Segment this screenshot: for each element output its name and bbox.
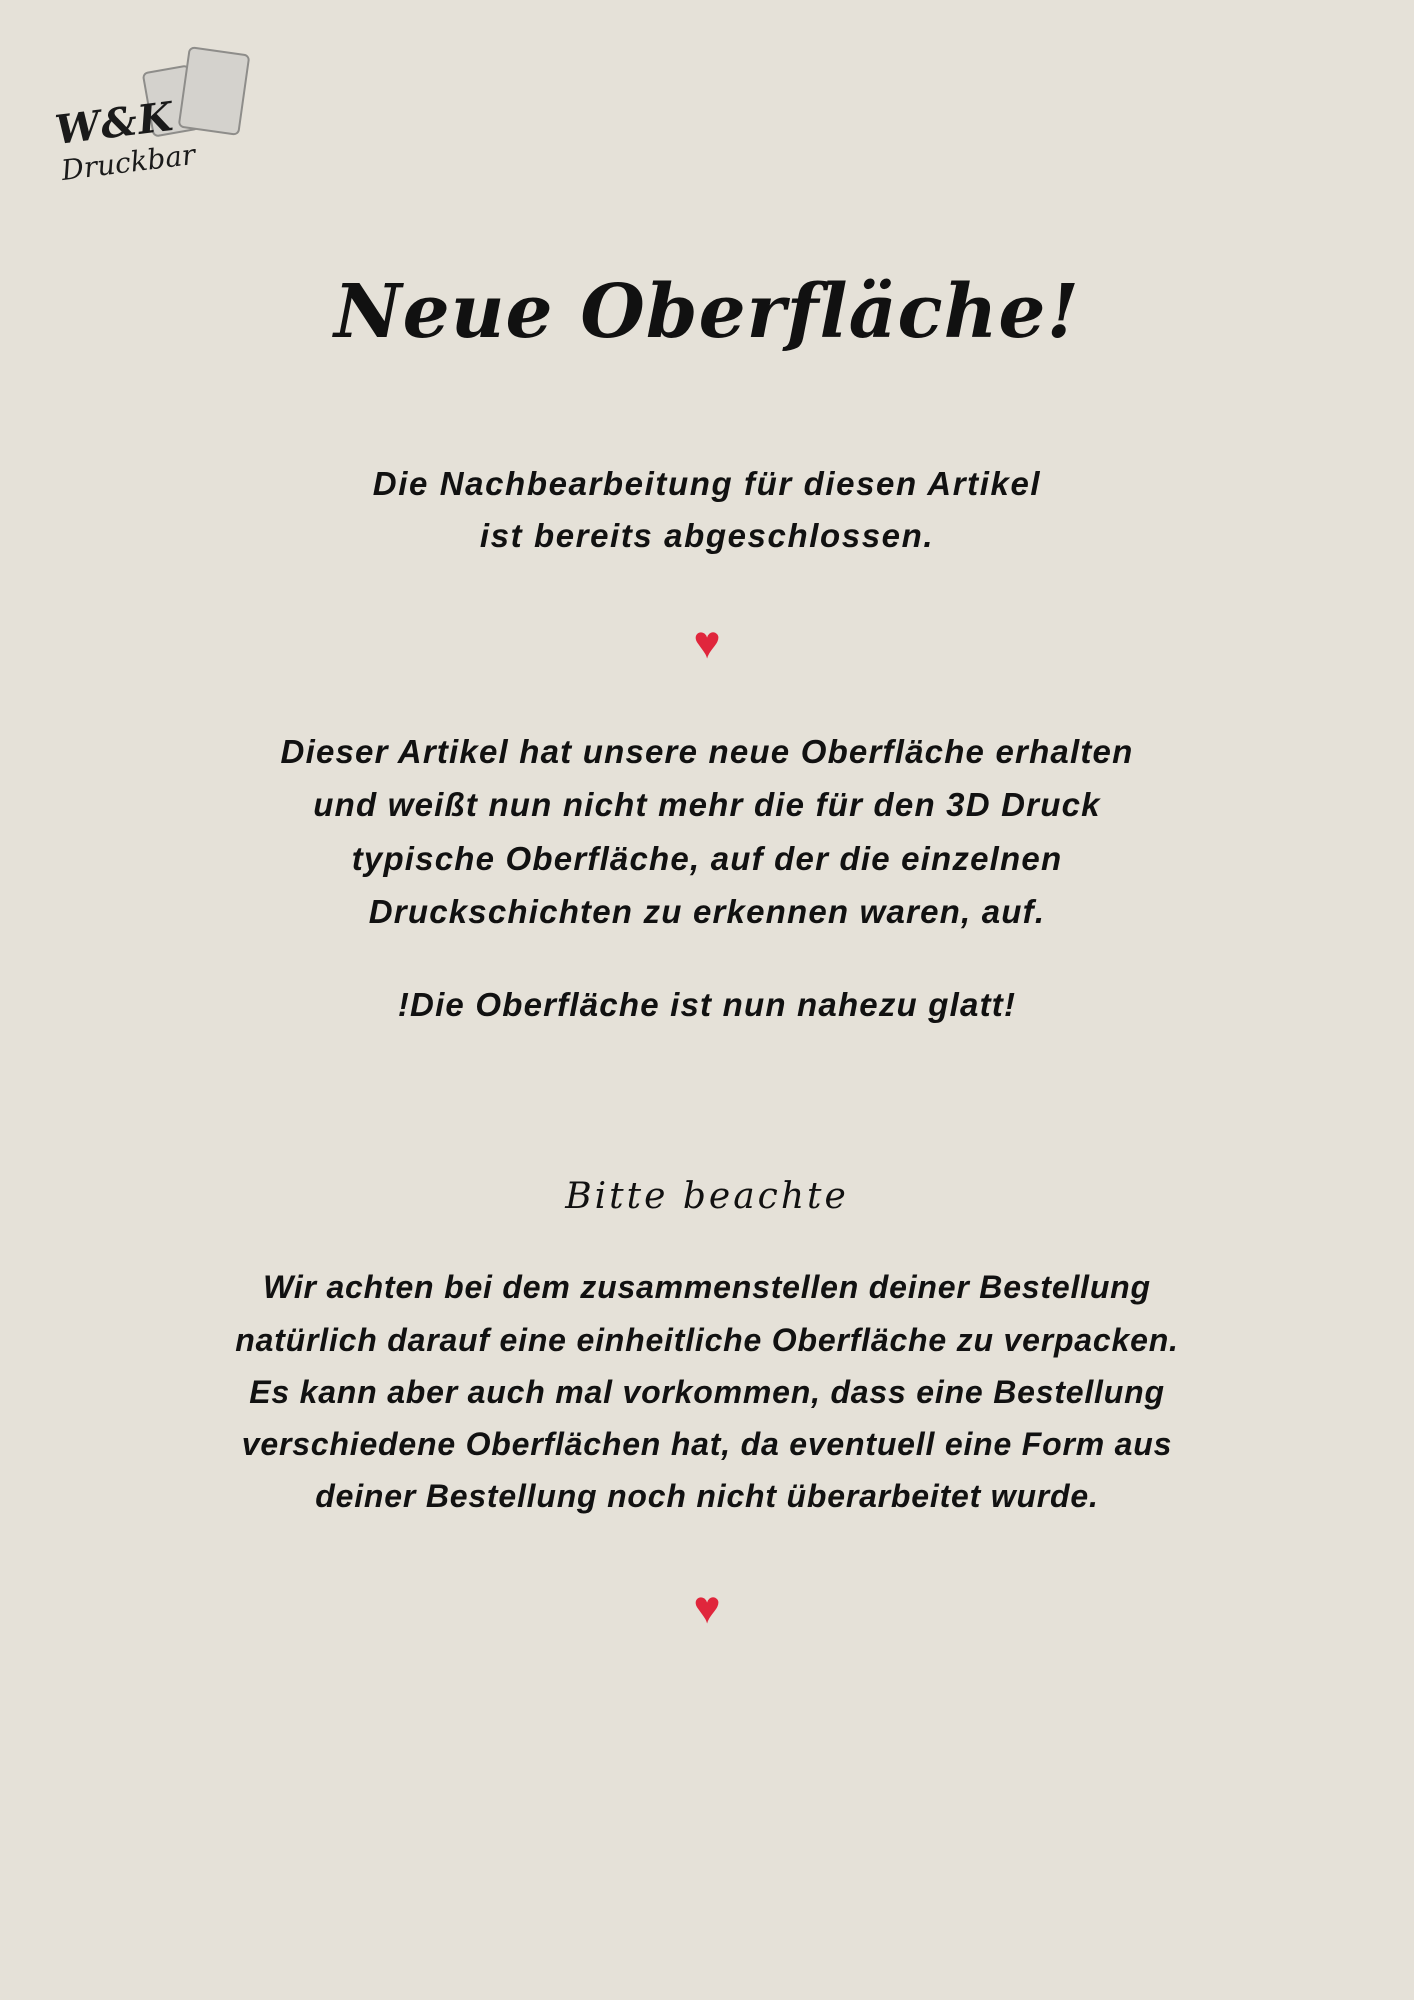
body-line: und weißt nun nicht mehr die für den 3D Druck — [313, 786, 1101, 824]
body-line: typische Oberfläche, auf der die einzelnen — [351, 839, 1063, 877]
body-paragraph — [0, 725, 1414, 939]
logo-tagline-text: Druckbar — [59, 137, 198, 188]
body-line: Dieser Artikel hat unsere neue Oberfläche erhalten — [280, 732, 1134, 770]
logo-brand-text: W&K — [52, 92, 177, 155]
intro-line: Die Nachbearbeitung für diesen Artikel — [372, 465, 1042, 503]
intro-paragraph — [0, 458, 1414, 560]
note-line: verschiedene Oberflächen hat, da eventuell eine Form aus — [241, 1425, 1173, 1462]
heart-icon: ♥ — [693, 615, 721, 668]
note-title: Bitte beachte — [565, 1176, 849, 1218]
page-title: Neue Oberfläche! — [334, 269, 1080, 355]
note-line: natürlich darauf eine einheitliche Oberfläche zu verpacken. — [235, 1321, 1179, 1358]
note-line: deiner Bestellung noch nicht überarbeitet wurde. — [315, 1478, 1099, 1515]
intro-line: ist bereits abgeschlossen. — [479, 516, 935, 554]
note-paragraph — [0, 1261, 1414, 1522]
note-line: Es kann aber auch mal vorkommen, dass eine Bestellung — [249, 1373, 1165, 1410]
note-line: Wir achten bei dem zusammenstellen deiner Bestellung — [263, 1269, 1151, 1306]
highlight-text: !Die Oberfläche ist nun nahezu glatt! — [397, 986, 1017, 1024]
body-line: Druckschichten zu erkennen waren, auf. — [368, 893, 1046, 931]
heart-icon: ♥ — [693, 1581, 721, 1634]
